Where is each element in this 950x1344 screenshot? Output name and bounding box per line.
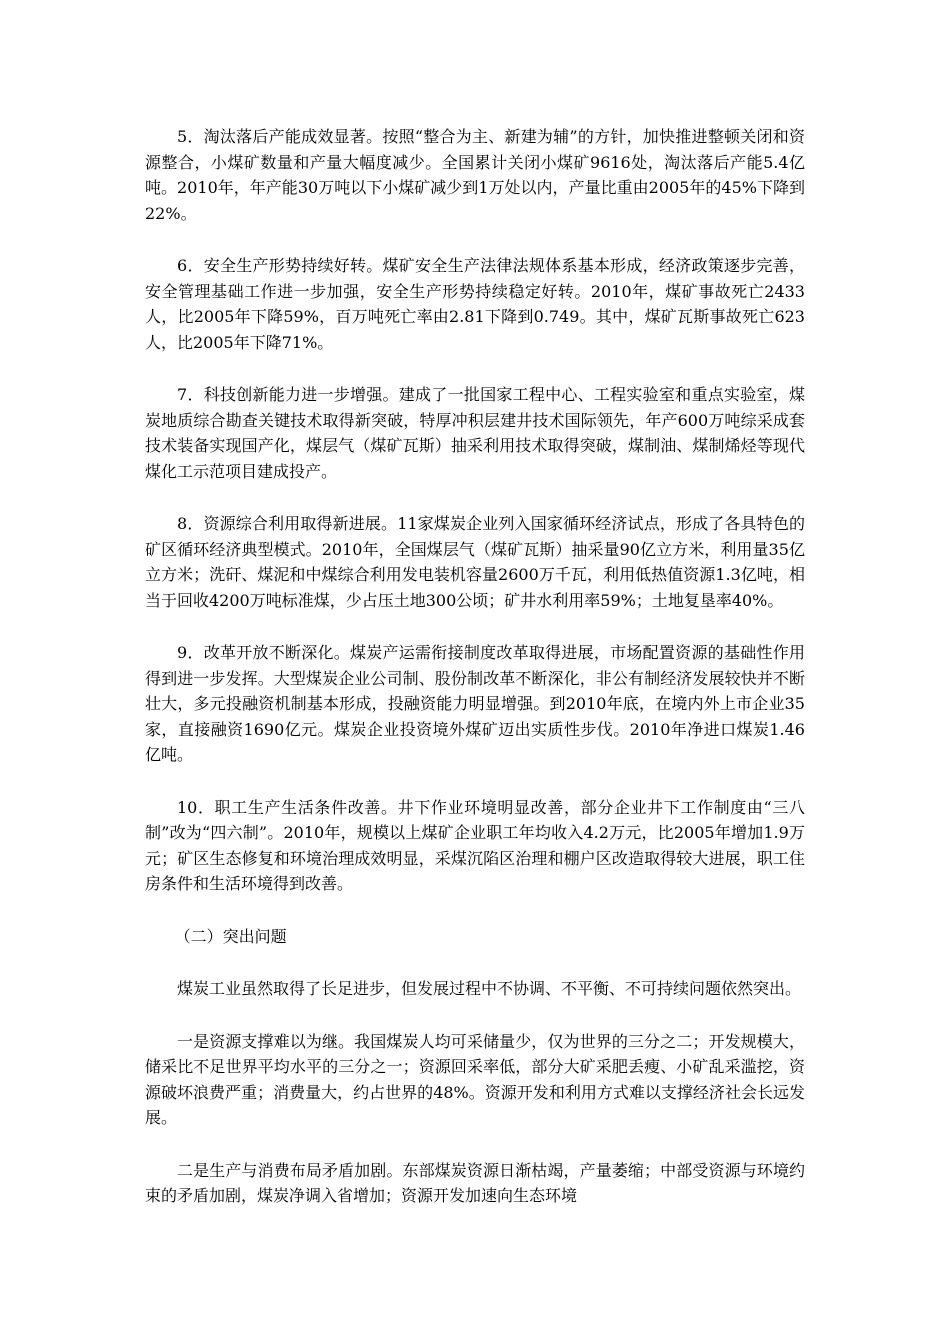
paragraph-item-9: 9．改革开放不断深化。煤炭产运需衔接制度改革取得进展，市场配置资源的基础性作用得到进一步发挥。大型煤炭企业公司制、股份制改革不断深化，非公有制经济发展较快并不断壮大，多元投融资机制基本形成，投融资能力明显增强。到2010年底，在境内外上市企业35家，直接融资1690亿元。煤炭企业投资境外煤矿迈出实质性步伐。2010年净进口煤炭1.46亿吨。 bbox=[145, 643, 805, 764]
paragraph-intro: 煤炭工业虽然取得了长足进步，但发展过程中不协调、不平衡、不可持续问题依然突出。 bbox=[177, 979, 802, 998]
paragraph-problem-2: 二是生产与消费布局矛盾加剧。东部煤炭资源日渐枯竭，产量萎缩；中部受资源与环境约束的矛盾加剧，煤炭净调入省增加；资源开发加速向生态环境 bbox=[145, 1160, 805, 1205]
paragraph-item-6: 6．安全生产形势持续好转。煤矿安全生产法律法规体系基本形成，经济政策逐步完善，安全管理基础工作进一步加强，安全生产形势持续稳定好转。2010年，煤矿事故死亡2433人，比2005年下降59%，百万吨死亡率由2.81下降到0.749。其中，煤矿瓦斯事故死亡623人，比2005年下降71%。 bbox=[145, 256, 805, 352]
paragraph-item-5: 5．淘汰落后产能成效显著。按照“整合为主、新建为辅”的方针，加快推进整顿关闭和资源整合，小煤矿数量和产量大幅度减少。全国累计关闭小煤矿9616处，淘汰落后产能5.4亿吨。2010年，年产能30万吨以下小煤矿减少到1万处以内，产量比重由2005年的45%下降到22%。 bbox=[145, 127, 805, 223]
paragraph-item-10: 10．职工生产生活条件改善。井下作业环境明显改善，部分企业井下工作制度由“三八制”改为“四六制”。2010年，规模以上煤矿企业职工年均收入4.2万元，比2005年增加1.9万元；矿区生态修复和环境治理成效明显，采煤沉陷区治理和棚户区改造取得较大进展，职工住房条件和生活环境得到改善。 bbox=[145, 797, 805, 893]
section-heading: （二）突出问题 bbox=[174, 926, 287, 946]
paragraph-problem-1: 一是资源支撑难以为继。我国煤炭人均可采储量少，仅为世界的三分之二；开发规模大，储采比不足世界平均水平的三分之一；资源回采率低，部分大矿采肥丢瘦、小矿乱采滥挖，资源破坏浪费严重；消费量大，约占世界的48%。资源开发和利用方式难以支撑经济社会长远发展。 bbox=[145, 1031, 805, 1127]
paragraph-item-7: 7．科技创新能力进一步增强。建成了一批国家工程中心、工程实验室和重点实验室，煤炭地质综合勘查关键技术取得新突破，特厚冲积层建井技术国际领先，年产600万吨综采成套技术装备实现国产化，煤层气（煤矿瓦斯）抽采利用技术取得突破，煤制油、煤制烯烃等现代煤化工示范项目建成投产。 bbox=[145, 385, 805, 481]
paragraph-item-8: 8．资源综合利用取得新进展。11家煤炭企业列入国家循环经济试点，形成了各具特色的矿区循环经济典型模式。2010年，全国煤层气（煤矿瓦斯）抽采量90亿立方米，利用量35亿立方米；洗矸、煤泥和中煤综合利用发电装机容量2600万千瓦，利用低热值资源1.3亿吨，相当于回收4200万吨标准煤，少占压土地300公顷；矿井水利用率59%；土地复垦率40%。 bbox=[145, 514, 805, 610]
document-body bbox=[145, 124, 805, 1236]
